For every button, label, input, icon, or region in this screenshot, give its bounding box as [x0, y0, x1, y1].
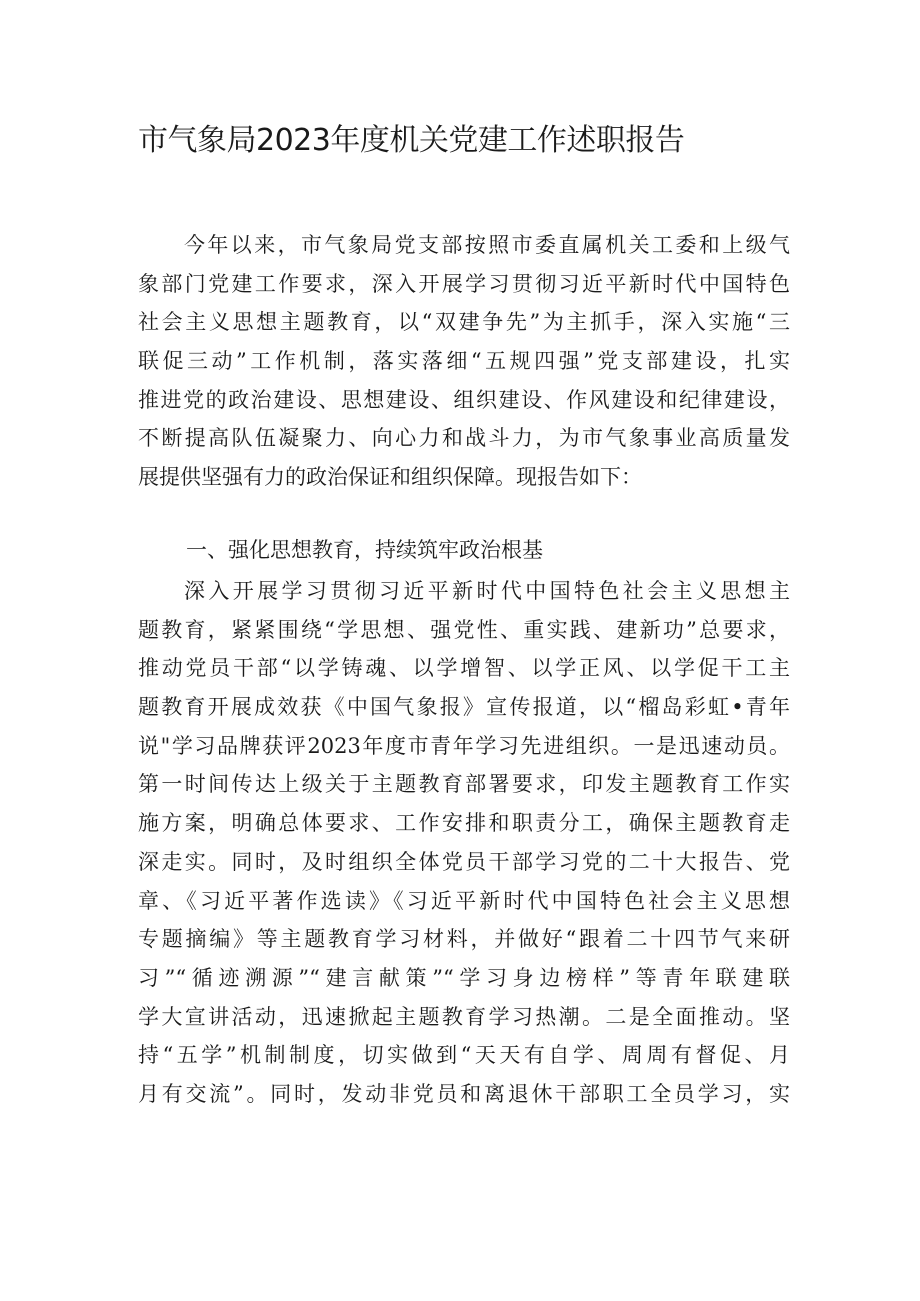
paragraph-line: 专题摘编》等主题教育学习材料，并做好“跟着二十四节气来研 — [138, 927, 790, 952]
document-title: 市气象局2023年度机关党建工作述职报告 — [138, 123, 685, 158]
paragraph-line: 深走实。同时，及时组织全体党员干部学习党的二十大报告、党 — [138, 849, 790, 874]
section-heading: 一、强化思想教育，持续筑牢政治根基 — [186, 538, 543, 562]
paragraph-line: 象部门党建工作要求，深入开展学习贯彻习近平新时代中国特色 — [138, 271, 790, 296]
paragraph-line: 社会主义思想主题教育，以“双建争先”为主抓手，深入实施“三 — [138, 310, 790, 335]
intro-paragraph — [138, 226, 790, 497]
paragraph-line: 月有交流”。同时，发动非党员和离退休干部职工全员学习，实 — [138, 1081, 790, 1106]
paragraph-line: 今年以来，市气象局党支部按照市委直属机关工委和上级气 — [184, 233, 790, 257]
paragraph-line: 推动党员干部“以学铸魂、以学增智、以学正风、以学促干工主 — [138, 656, 790, 681]
paragraph-line: 学大宣讲活动，迅速掀起主题教育学习热潮。二是全面推动。坚 — [138, 1004, 790, 1029]
paragraph-line: 题教育开展成效获《中国气象报》宣传报道，以“榴岛彩虹•青年 — [138, 695, 790, 720]
section1-paragraph — [138, 572, 790, 1114]
paragraph-line: 展提供坚强有力的政治保证和组织保障。现报告如下： — [138, 465, 642, 490]
paragraph-line: 深入开展学习贯彻习近平新时代中国特色社会主义思想主 — [184, 579, 790, 603]
paragraph-line: 习”“循迹溯源”“建言献策”“学习身边榜样”等青年联建联 — [138, 965, 790, 990]
paragraph-line: 联促三动”工作机制，落实落细“五规四强”党支部建设，扎实 — [138, 349, 790, 374]
paragraph-line: 持“五学”机制制度，切实做到“天天有自学、周周有督促、月 — [138, 1043, 790, 1068]
paragraph-line: 题教育，紧紧围绕“学思想、强党性、重实践、建新功”总要求， — [138, 617, 790, 642]
paragraph-line: 章、《习近平著作选读》《习近平新时代中国特色社会主义思想 — [138, 888, 790, 913]
paragraph-line: 说"学习品牌获评2023年度市青年学习先进组织。一是迅速动员。 — [138, 733, 790, 758]
paragraph-line: 第一时间传达上级关于主题教育部署要求，印发主题教育工作实 — [138, 772, 790, 797]
paragraph-line: 施方案，明确总体要求、工作安排和职责分工，确保主题教育走 — [138, 811, 790, 836]
paragraph-line: 推进党的政治建设、思想建设、组织建设、作风建设和纪律建设， — [138, 387, 790, 412]
paragraph-line: 不断提高队伍凝聚力、向心力和战斗力，为市气象事业高质量发 — [138, 426, 790, 451]
